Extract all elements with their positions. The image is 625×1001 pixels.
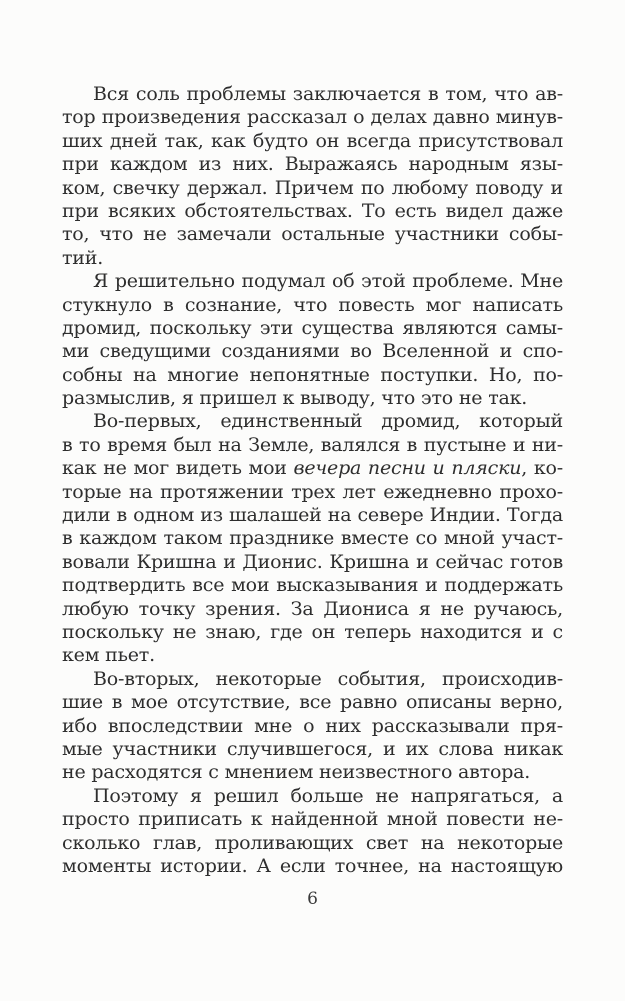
page-text [62,83,563,878]
text-segment: в каждом таком празднике вместе со мной участ- [62,527,563,550]
text-line [62,247,563,270]
text-line [62,715,563,738]
text-line [62,738,563,761]
text-line [62,223,563,246]
text-line [62,434,563,457]
text-segment: дромид, поскольку эти существа являются самы- [62,316,563,339]
text-segment: сколько глав, проливающих свет на некоторые [62,831,563,854]
text-segment: подтвердить все мои высказывания и поддержать [62,574,563,597]
text-line [62,410,563,433]
text-segment: при всяких обстоятельствах. То есть видел даже [62,199,563,222]
text-segment: ибо впоследствии мне о них рассказывали пря- [62,714,563,737]
text-segment: торые на протяжении трех лет ежедневно прохо- [62,480,563,503]
italic-text: вечера песни и пляски [293,457,522,480]
page-number: 6 [307,889,318,909]
text-segment: стукнуло в сознание, что повесть мог написать [62,293,563,316]
text-line [62,598,563,621]
text-segment: ком, свечку держал. Причем по любому поводу и [62,176,563,199]
text-segment: Во-первых, единственный дромид, который [93,410,563,433]
text-segment: Я решительно подумал об этой проблеме. Мне [93,270,563,293]
text-segment: не расходятся с мнением неизвестного автора. [62,761,531,784]
text-segment: , ко- [521,457,563,480]
text-segment: моменты истории. А если точнее, на настоящую [62,854,563,877]
text-segment: при каждом из них. Выражаясь народным язы- [62,153,563,176]
text-segment: Вся соль проблемы заключается в том, что ав- [93,83,563,105]
text-segment: любую точку зрения. За Диониса я не ручаюсь, [62,597,563,620]
text-segment: шие в мое отсутствие, все равно описаны верно, [62,691,563,714]
text-segment: поскольку не знаю, где он теперь находится и с [62,620,563,643]
paragraph [62,410,563,667]
text-line [62,177,563,200]
text-line [62,691,563,714]
text-segment: в то время был на Земле, валялся в пустыне и ни- [62,433,563,456]
text-line [62,317,563,340]
text-line [62,83,563,106]
text-line [62,808,563,831]
text-segment: дили в одном из шалашей на севере Индии. Тогда [62,504,563,527]
text-line [62,832,563,855]
text-line [62,294,563,317]
text-segment: ших дней так, как будто он всегда присутствовал [62,129,563,152]
text-line [62,574,563,597]
text-segment: размыслив, я пришел к выводу, что это не так. [62,387,528,410]
text-line [62,340,563,363]
text-segment: кем пьет. [62,644,155,667]
text-line [62,270,563,293]
text-line [62,761,563,784]
text-segment: тий. [62,246,104,269]
paragraph [62,83,563,270]
text-segment: тор произведения рассказал о делах давно минув- [62,106,563,129]
text-line [62,364,563,387]
text-line [62,130,563,153]
paragraph [62,668,563,785]
text-line [62,551,563,574]
text-segment: Поэтому я решил больше не напрягаться, а [93,784,563,807]
text-line [62,200,563,223]
text-line [62,387,563,410]
text-segment: ми сведущими созданиями во Вселенной и спо- [62,340,563,363]
paragraph [62,785,563,879]
paragraph [62,270,563,410]
text-segment: просто приписать к найденной мной повести не- [62,808,563,831]
text-segment: вовали Кришна и Дионис. Кришна и сейчас готов [62,550,563,573]
text-segment: то, что не замечали остальные участники собы- [62,223,563,246]
text-line [62,106,563,129]
text-segment: собны на многие непонятные поступки. Но, по- [62,363,563,386]
text-line [62,153,563,176]
text-line [62,481,563,504]
text-segment: мые участники случившегося, и их слова никак [62,737,563,760]
text-line [62,644,563,667]
text-line [62,855,563,878]
text-segment: как не мог видеть мои [62,457,294,480]
text-line [62,504,563,527]
text-line [62,527,563,550]
text-line [62,457,563,480]
text-segment: Во-вторых, некоторые события, происходив- [93,667,563,690]
text-line [62,785,563,808]
text-line [62,668,563,691]
text-line [62,621,563,644]
